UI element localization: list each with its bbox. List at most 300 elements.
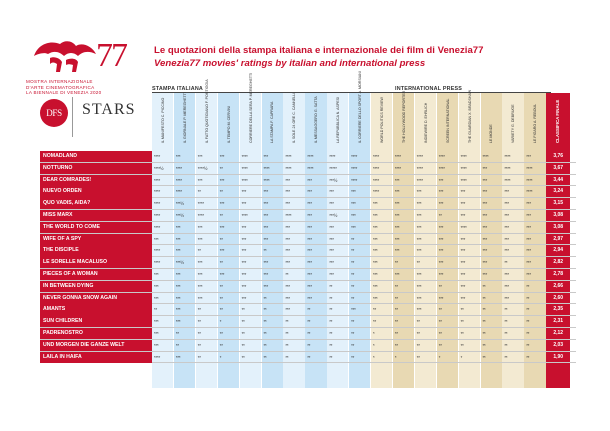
film-title: PADRENOSTRO — [40, 328, 152, 339]
column-header — [283, 93, 305, 151]
rating-cell: **** — [197, 213, 204, 218]
rating-cell: **** — [373, 154, 380, 159]
rating-cell: *** — [438, 248, 444, 254]
rating-cell: *** — [175, 283, 181, 289]
rating-cell: ** — [460, 307, 464, 313]
rating-cell: *** — [373, 236, 378, 242]
rating-cell: *** — [307, 177, 312, 183]
final-score: 2,12 — [553, 330, 564, 336]
column-header — [152, 93, 174, 151]
rating-cell: *** — [154, 342, 159, 348]
rating-cell: *** — [438, 295, 444, 301]
rating-cell: ** — [394, 342, 398, 348]
rating-cell: ** — [351, 272, 355, 277]
rating-cell: ** — [219, 260, 223, 266]
rating-cell: *** — [460, 295, 466, 301]
final-score: 2,94 — [553, 247, 564, 254]
rating-cell: *** — [482, 189, 488, 195]
rating-cell: *** — [263, 236, 269, 242]
rating-cell: *** — [351, 201, 356, 207]
column-header-label: CLASSIFICA FINALE — [555, 99, 561, 143]
rating-cell: **** — [329, 154, 336, 159]
column-header — [349, 70, 371, 151]
rating-cell: ** — [197, 354, 201, 360]
rating-cell: **** — [154, 260, 161, 266]
table-row — [40, 293, 576, 305]
rating-cell: ** — [241, 307, 245, 313]
rating-cell: ** — [307, 354, 311, 360]
rating-cell: ** — [219, 307, 223, 313]
rating-cell: *** — [460, 213, 466, 218]
rating-cell: *** — [285, 201, 290, 207]
rating-cell: *** — [416, 224, 422, 230]
rating-cell: **** — [351, 154, 358, 159]
rating-cell: **** — [175, 177, 182, 183]
final-score: 3,08 — [553, 212, 564, 218]
rating-cell: ** — [263, 319, 267, 325]
rating-cell: *** — [526, 213, 531, 218]
rating-cell: **** — [241, 177, 248, 183]
final-score: 2,35 — [553, 306, 564, 313]
rating-cell: *** — [482, 248, 488, 254]
section-label-italian-press: STAMPA ITALIANA — [152, 86, 204, 92]
rating-cell: *** — [504, 295, 509, 301]
rating-cell: ** — [197, 319, 201, 325]
rating-cell: *** — [394, 213, 400, 218]
rating-cell: *** — [460, 283, 466, 289]
rating-cell: **** — [416, 165, 423, 171]
rating-cell: **** — [285, 165, 292, 171]
rating-cell: **** — [460, 165, 467, 171]
table-row — [40, 328, 576, 340]
rating-cell: *** — [416, 283, 422, 289]
rating-cell: *** — [175, 224, 181, 230]
rating-cell: **** — [460, 224, 467, 230]
rating-cell: ** — [482, 342, 486, 348]
table-row — [40, 151, 576, 163]
rating-cell: ** — [351, 236, 355, 242]
column-header-label: VARIETY G. DEBRUGE — [511, 104, 516, 143]
rating-cell: ** — [351, 260, 355, 266]
rating-cell: ** — [438, 307, 442, 313]
rating-cell: *** — [263, 154, 269, 159]
rating-cell: **** — [307, 154, 314, 159]
rating-cell: *** — [394, 177, 400, 183]
rating-cell: *** — [285, 177, 290, 183]
rating-cell: ** — [307, 307, 311, 313]
rating-cell: *** — [241, 283, 247, 289]
rating-cell: ** — [482, 354, 486, 360]
rating-cell: ** — [307, 319, 311, 325]
final-score: 2,31 — [553, 318, 564, 325]
rating-cell: *** — [351, 307, 356, 313]
column-header-label: LE MONDE — [489, 124, 494, 143]
rating-cell: ** — [351, 354, 355, 360]
rating-cell: *** — [438, 201, 444, 207]
rating-cell: ** — [241, 342, 245, 348]
rating-cell: **** — [154, 354, 161, 360]
film-title: DEAR COMRADES! — [40, 175, 152, 186]
rating-cell: ** — [263, 331, 267, 336]
column-header — [262, 93, 284, 151]
rating-cell: **** — [154, 177, 161, 183]
table-row — [40, 281, 576, 293]
rating-cell: *** — [219, 177, 225, 183]
rating-cell: *** — [373, 272, 378, 277]
rating-cell: **** — [460, 177, 467, 183]
rating-cell: *** — [285, 236, 290, 242]
rating-cell: **** — [154, 224, 161, 230]
film-title: NOMADLAND — [40, 151, 152, 162]
rating-cell: *** — [373, 260, 378, 266]
table-row — [40, 175, 576, 187]
rating-cell: *** — [241, 224, 247, 230]
rating-cell: *** — [460, 260, 466, 266]
rating-cell: ** — [329, 283, 333, 289]
rating-cell: **** — [351, 165, 358, 171]
rating-cell: **** — [482, 154, 489, 159]
film-title: AMANTS — [40, 304, 152, 315]
rating-cell: *** — [504, 283, 509, 289]
rating-cell: ** — [460, 331, 464, 336]
film-title: WIFE OF A SPY — [40, 234, 152, 245]
rating-cell: *** — [438, 177, 444, 183]
table-row — [40, 352, 576, 364]
column-header-label: WORLD POLITICS REVIEW — [379, 96, 384, 143]
rating-cell: *** — [482, 224, 488, 230]
column-header-label: THE GUARDIAN X. BRADSHAW — [467, 89, 472, 143]
rating-cell: *** — [373, 213, 378, 218]
rating-cell: *** — [263, 283, 269, 289]
rating-cell: *** — [504, 248, 509, 254]
rating-cell: ** — [460, 342, 464, 348]
column-header-label: INDIEWIRE D. EHRLICH — [423, 102, 428, 143]
rating-cell: *** — [416, 272, 422, 277]
rating-cell: *** — [175, 295, 181, 301]
rating-cell: ** — [394, 331, 398, 336]
rating-cell: ** — [526, 295, 530, 301]
rating-cell: *** — [307, 213, 312, 218]
rating-cell: **** — [373, 177, 380, 183]
rating-cell: *** — [241, 201, 247, 207]
rating-cell: ** — [219, 189, 223, 195]
rating-cell: *** — [241, 295, 247, 301]
venice-lion-icon — [30, 38, 100, 78]
column-header — [524, 93, 546, 151]
rating-cell: *** — [241, 236, 247, 242]
rating-cell: **** — [263, 177, 270, 183]
rating-cell: ** — [394, 283, 398, 289]
rating-cell: **** — [504, 177, 511, 183]
table-row — [40, 269, 576, 281]
rating-cell: ** — [263, 307, 267, 313]
rating-cell: *** — [263, 260, 269, 266]
rating-cell: ** — [285, 319, 289, 325]
column-header-label: IL GIORNALE P. MEREGHETTI — [182, 91, 187, 143]
rating-cell: *** — [285, 248, 290, 254]
final-score: 3,76 — [553, 153, 564, 159]
rating-cell: **** — [373, 165, 380, 171]
column-header-label: IL SOLE 24 ORE C. CANNELLI — [292, 92, 297, 143]
film-title: IN BETWEEN DYING — [40, 281, 152, 292]
rating-cell: **** — [526, 189, 533, 195]
rating-cell: *** — [416, 295, 422, 301]
rating-cell: *** — [394, 189, 400, 195]
rating-cell: *** — [197, 224, 203, 230]
rating-cell: *** — [285, 260, 290, 266]
rating-cell: *** — [197, 272, 203, 277]
rating-cell: ***½ — [329, 213, 338, 218]
rating-cell: ** — [219, 283, 223, 289]
column-header — [459, 89, 481, 151]
rating-cell: *** — [175, 154, 181, 159]
rating-cell: *** — [526, 260, 531, 266]
rating-cell: *** — [373, 201, 378, 207]
rating-cell: *** — [416, 307, 422, 313]
column-header-label: IL TEMPO M. CERVINI — [226, 105, 231, 143]
dfs-logo: DFS — [40, 99, 68, 127]
section-label-international-press: INTERNATIONAL PRESS — [395, 86, 463, 92]
rating-cell: **** — [263, 165, 270, 171]
rating-cell: ** — [482, 283, 486, 289]
rating-cell: ** — [263, 295, 267, 301]
rating-cell: *** — [154, 236, 159, 242]
rating-cell: **** — [197, 201, 204, 207]
rating-cell: *** — [263, 272, 269, 277]
final-score: 3,24 — [553, 188, 564, 195]
column-header-label: LA REPUBBLICA N. ASPESI — [336, 96, 341, 143]
rating-cell: ** — [351, 248, 355, 254]
rating-cell: *** — [438, 224, 444, 230]
rating-cell: ** — [197, 248, 201, 254]
rating-cell: *** — [197, 154, 203, 159]
rating-cell: ** — [351, 331, 355, 336]
column-header — [481, 93, 503, 151]
final-score: 2,66 — [553, 282, 564, 289]
rating-cell: ***½ — [175, 260, 184, 266]
rating-cell: *** — [219, 272, 225, 277]
rating-cell: *** — [394, 224, 400, 230]
column-header — [240, 72, 262, 151]
rating-cell: *** — [416, 189, 422, 195]
film-title: NEVER GONNA SNOW AGAIN — [40, 293, 152, 304]
table-row — [40, 245, 576, 257]
rating-cell: *** — [154, 331, 159, 336]
rating-cell: **** — [438, 154, 445, 159]
rating-cell: **** — [394, 165, 401, 171]
rating-cell: **** — [241, 165, 248, 171]
rating-cell: *** — [460, 248, 466, 254]
logo-line-3: LA BIENNALE DI VENEZIA 2020 — [26, 90, 102, 95]
rating-cell: **** — [154, 248, 161, 254]
rating-cell: ** — [329, 307, 333, 313]
rating-cell: *** — [175, 307, 181, 313]
rating-cell: *** — [307, 283, 312, 289]
column-header-label: IL FATTO QUOTIDIANO F. PONTIGGIA — [204, 79, 209, 143]
table-row — [40, 340, 576, 352]
rating-cell: ** — [394, 319, 398, 325]
rating-cell: *** — [263, 224, 269, 230]
table-row — [40, 186, 576, 198]
rating-cell: * — [373, 354, 375, 360]
rating-cell: ** — [351, 295, 355, 301]
rating-cell: *** — [438, 236, 444, 242]
rating-cell: * — [373, 331, 375, 336]
rating-cell: * — [394, 354, 397, 360]
rating-cell: *** — [329, 201, 334, 207]
rating-cell: **** — [241, 154, 248, 159]
final-score: 3,15 — [553, 200, 564, 207]
rating-cell: ** — [504, 354, 508, 360]
rating-cell: ****½ — [197, 165, 208, 171]
rating-cell: ** — [307, 331, 311, 336]
rating-cell: ** — [394, 260, 398, 266]
final-score: 2,78 — [553, 271, 564, 277]
rating-cell: *** — [504, 213, 509, 218]
rating-cell: *** — [241, 260, 247, 266]
rating-cell: ** — [504, 260, 508, 266]
rating-cell: *** — [219, 201, 225, 207]
rating-cell: *** — [285, 224, 290, 230]
rating-cell: *** — [482, 260, 488, 266]
rating-cell: **** — [154, 154, 161, 159]
rating-cell: ** — [416, 260, 420, 266]
rating-cell: ** — [263, 354, 267, 360]
rating-cell: **** — [526, 177, 533, 183]
rating-cell: ** — [482, 331, 486, 336]
rating-cell: **** — [154, 213, 161, 218]
rating-cell: ** — [482, 319, 486, 325]
rating-cell: ** — [438, 213, 442, 218]
rating-cell: **** — [154, 201, 161, 207]
rating-cell: *** — [504, 189, 509, 195]
rating-cell: ***** — [329, 165, 337, 171]
rating-cell: ** — [263, 342, 267, 348]
rating-cell: ** — [526, 283, 530, 289]
rating-cell: ** — [285, 354, 289, 360]
column-header — [437, 93, 459, 151]
rating-cell: *** — [154, 319, 159, 325]
rating-cell: *** — [460, 272, 466, 277]
rating-cell: ** — [438, 319, 442, 325]
rating-cell: *** — [482, 165, 488, 171]
final-score: 3,44 — [553, 176, 564, 183]
rating-cell: **** — [526, 165, 533, 171]
logo-line-2: D'ARTE CINEMATOGRAFICA — [26, 84, 95, 90]
rating-cell: ** — [307, 342, 311, 348]
rating-cell: ** — [373, 307, 377, 313]
rating-cell: *** — [438, 272, 444, 277]
rating-cell: ** — [438, 342, 442, 348]
rating-cell: ** — [219, 295, 223, 301]
rating-cell: *** — [307, 272, 312, 277]
rating-cell: *** — [263, 189, 269, 195]
stars-logo: STARS — [82, 101, 136, 118]
rating-cell: * — [460, 354, 463, 360]
rating-cell: *** — [526, 236, 531, 242]
rating-cell: *** — [219, 224, 225, 230]
rating-cell: *** — [416, 236, 422, 242]
final-score: 3,67 — [553, 164, 564, 171]
rating-cell: **** — [285, 213, 292, 218]
rating-cell: ** — [438, 283, 442, 289]
film-title: UND MORGEN DIE GANZE WELT — [40, 340, 152, 351]
rating-cell: *** — [307, 248, 312, 254]
rating-cell: **** — [154, 189, 161, 195]
rating-cell: *** — [307, 260, 312, 266]
film-title: PIECES OF A WOMAN — [40, 269, 152, 280]
rating-cell: ** — [329, 354, 333, 360]
column-header-label: CORRIERE DELLA SERA P. MEREGHETTI — [248, 72, 253, 143]
rating-cell: *** — [241, 248, 247, 254]
rating-cell: * — [373, 342, 375, 348]
rating-cell: ***½ — [175, 201, 184, 207]
column-header-label: LA STAMPA F. CAPRARA — [270, 101, 275, 143]
film-title: THE WORLD TO COME — [40, 222, 152, 233]
rating-cell: *** — [307, 189, 312, 195]
rating-cell: ***½ — [329, 177, 338, 183]
table-row — [40, 234, 576, 246]
rating-cell: *** — [329, 248, 334, 254]
rating-cell: * — [438, 354, 441, 360]
rating-cell: ** — [197, 189, 201, 195]
table-row — [40, 316, 576, 328]
rating-cell: ** — [416, 331, 420, 336]
rating-cell: *** — [197, 260, 203, 266]
film-title: NUEVO ORDEN — [40, 186, 152, 197]
rating-cell: ** — [329, 295, 333, 301]
column-header — [502, 93, 524, 151]
rating-cell: ** — [329, 342, 333, 348]
table-row — [40, 257, 576, 269]
rating-cell: *** — [526, 224, 531, 230]
final-score: 2,03 — [553, 341, 564, 348]
final-score: 2,97 — [553, 235, 564, 242]
rating-cell: ** — [197, 307, 201, 313]
column-header — [174, 93, 196, 151]
rating-cell: ** — [526, 331, 530, 336]
rating-cell: **** — [504, 154, 511, 159]
rating-cell: ** — [219, 342, 223, 348]
rating-cell: *** — [373, 248, 378, 254]
rating-cell: *** — [394, 248, 400, 254]
rating-cell: *** — [526, 248, 531, 254]
rating-cell: *** — [526, 154, 531, 159]
column-header — [371, 93, 393, 151]
rating-cell: *** — [394, 236, 400, 242]
rating-cell: *** — [175, 236, 181, 242]
rating-cell: ** — [373, 319, 377, 325]
rating-cell: *** — [175, 272, 181, 277]
rating-cell: *** — [263, 213, 269, 218]
rating-cell: *** — [460, 201, 466, 207]
rating-cell: ** — [285, 342, 289, 348]
rating-cell: *** — [482, 201, 488, 207]
rating-cell: ** — [175, 342, 179, 348]
column-header-label: LE FIGARO A. REBOUL — [533, 103, 538, 143]
column-header — [305, 93, 327, 151]
rating-cell: **** — [285, 154, 292, 159]
rating-cell: ** — [504, 331, 508, 336]
rating-cell: ** — [504, 307, 508, 313]
rating-cell: *** — [351, 189, 356, 195]
rating-cell: **** — [373, 189, 380, 195]
rating-cell: ** — [219, 331, 223, 336]
rating-cell: *** — [197, 295, 203, 301]
rating-cell: ** — [219, 165, 223, 171]
rating-cell: ** — [241, 331, 245, 336]
table-row — [40, 198, 576, 210]
